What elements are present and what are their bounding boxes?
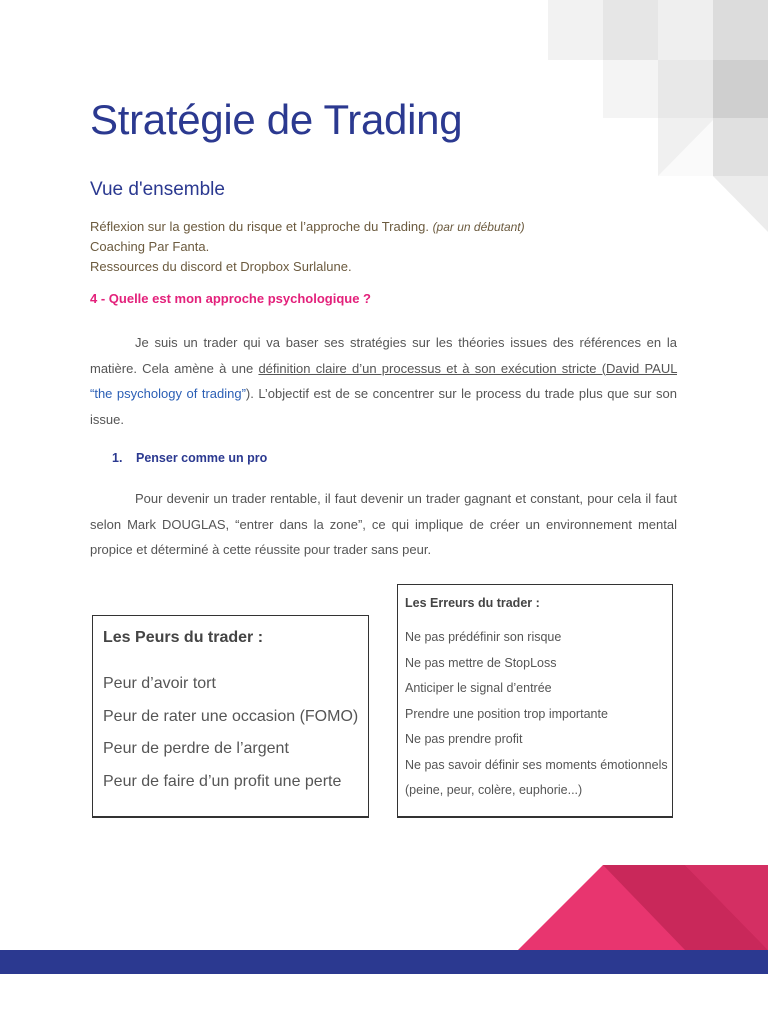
question-heading: 4 - Quelle est mon approche psychologique ? xyxy=(90,291,371,306)
fears-list xyxy=(103,668,368,798)
error-item: Prendre une position trop importante xyxy=(405,706,608,721)
intro-block xyxy=(90,217,525,277)
approach-paragraph xyxy=(90,330,677,432)
section-1-title: Penser comme un pro xyxy=(136,451,268,465)
intro-line-1-text: Réflexion sur la gestion du risque et l’approche du Trading. xyxy=(90,219,429,234)
book-title-link[interactable]: “the psychology of trading” xyxy=(90,386,246,401)
error-item: Anticiper le signal d’entrée xyxy=(405,681,552,695)
footer-band xyxy=(0,950,768,974)
error-item: Ne pas prédéfinir son risque xyxy=(405,630,562,644)
error-item: Ne pas savoir définir ses moments émotionnels xyxy=(405,757,668,772)
errors-box-title: Les Erreurs du trader : xyxy=(405,596,540,610)
fear-item: Peur de perdre de l’argent xyxy=(103,740,289,757)
footer-decoration xyxy=(0,860,768,975)
section-1-paragraph: Pour devenir un trader rentable, il faut devenir un trader gagnant et constant, pour cela il faut selon Mark DOUGLAS, “entrer dans la zone”, ce qui implique de créer un environnement mental propice et déterminé à cette réussite pour trader sans peur. xyxy=(90,491,677,557)
error-item: Ne pas mettre de StopLoss xyxy=(405,655,557,670)
intro-line-1-note: (par un débutant) xyxy=(432,220,525,234)
approach-paragraph-part1: Je suis un trader qui va baser ses stratégies sur les théories issues des références en la matière. Cela amène à une xyxy=(90,335,677,376)
fears-box xyxy=(92,615,369,818)
intro-line-3: Ressources du discord et Dropbox Surlalune. xyxy=(90,259,352,274)
fear-item: Peur de rater une occasion (FOMO) xyxy=(103,707,359,725)
fear-item: Peur d’avoir tort xyxy=(103,675,216,692)
errors-box xyxy=(397,584,673,818)
approach-paragraph-part2: ). L’objectif est de se concentrer sur le process du trade plus que sur son issue. xyxy=(90,386,677,427)
intro-line-2: Coaching Par Fanta. xyxy=(90,239,210,254)
error-item: (peine, peur, colère, euphorie...) xyxy=(405,783,583,797)
document-title: Stratégie de Trading xyxy=(90,96,463,143)
document-subtitle: Vue d'ensemble xyxy=(90,179,225,200)
errors-list xyxy=(405,625,672,804)
intro-line-1 xyxy=(90,217,525,237)
error-item: Ne pas prendre profit xyxy=(405,732,523,746)
section-1-heading xyxy=(112,451,267,465)
process-definition-underlined: définition claire d’un processus et à son exécution stricte (David PAUL xyxy=(258,360,677,376)
fear-item: Peur de faire d’un profit une perte xyxy=(103,772,342,790)
section-1-number: 1. xyxy=(112,451,123,465)
fears-box-title: Les Peurs du trader : xyxy=(103,629,264,646)
